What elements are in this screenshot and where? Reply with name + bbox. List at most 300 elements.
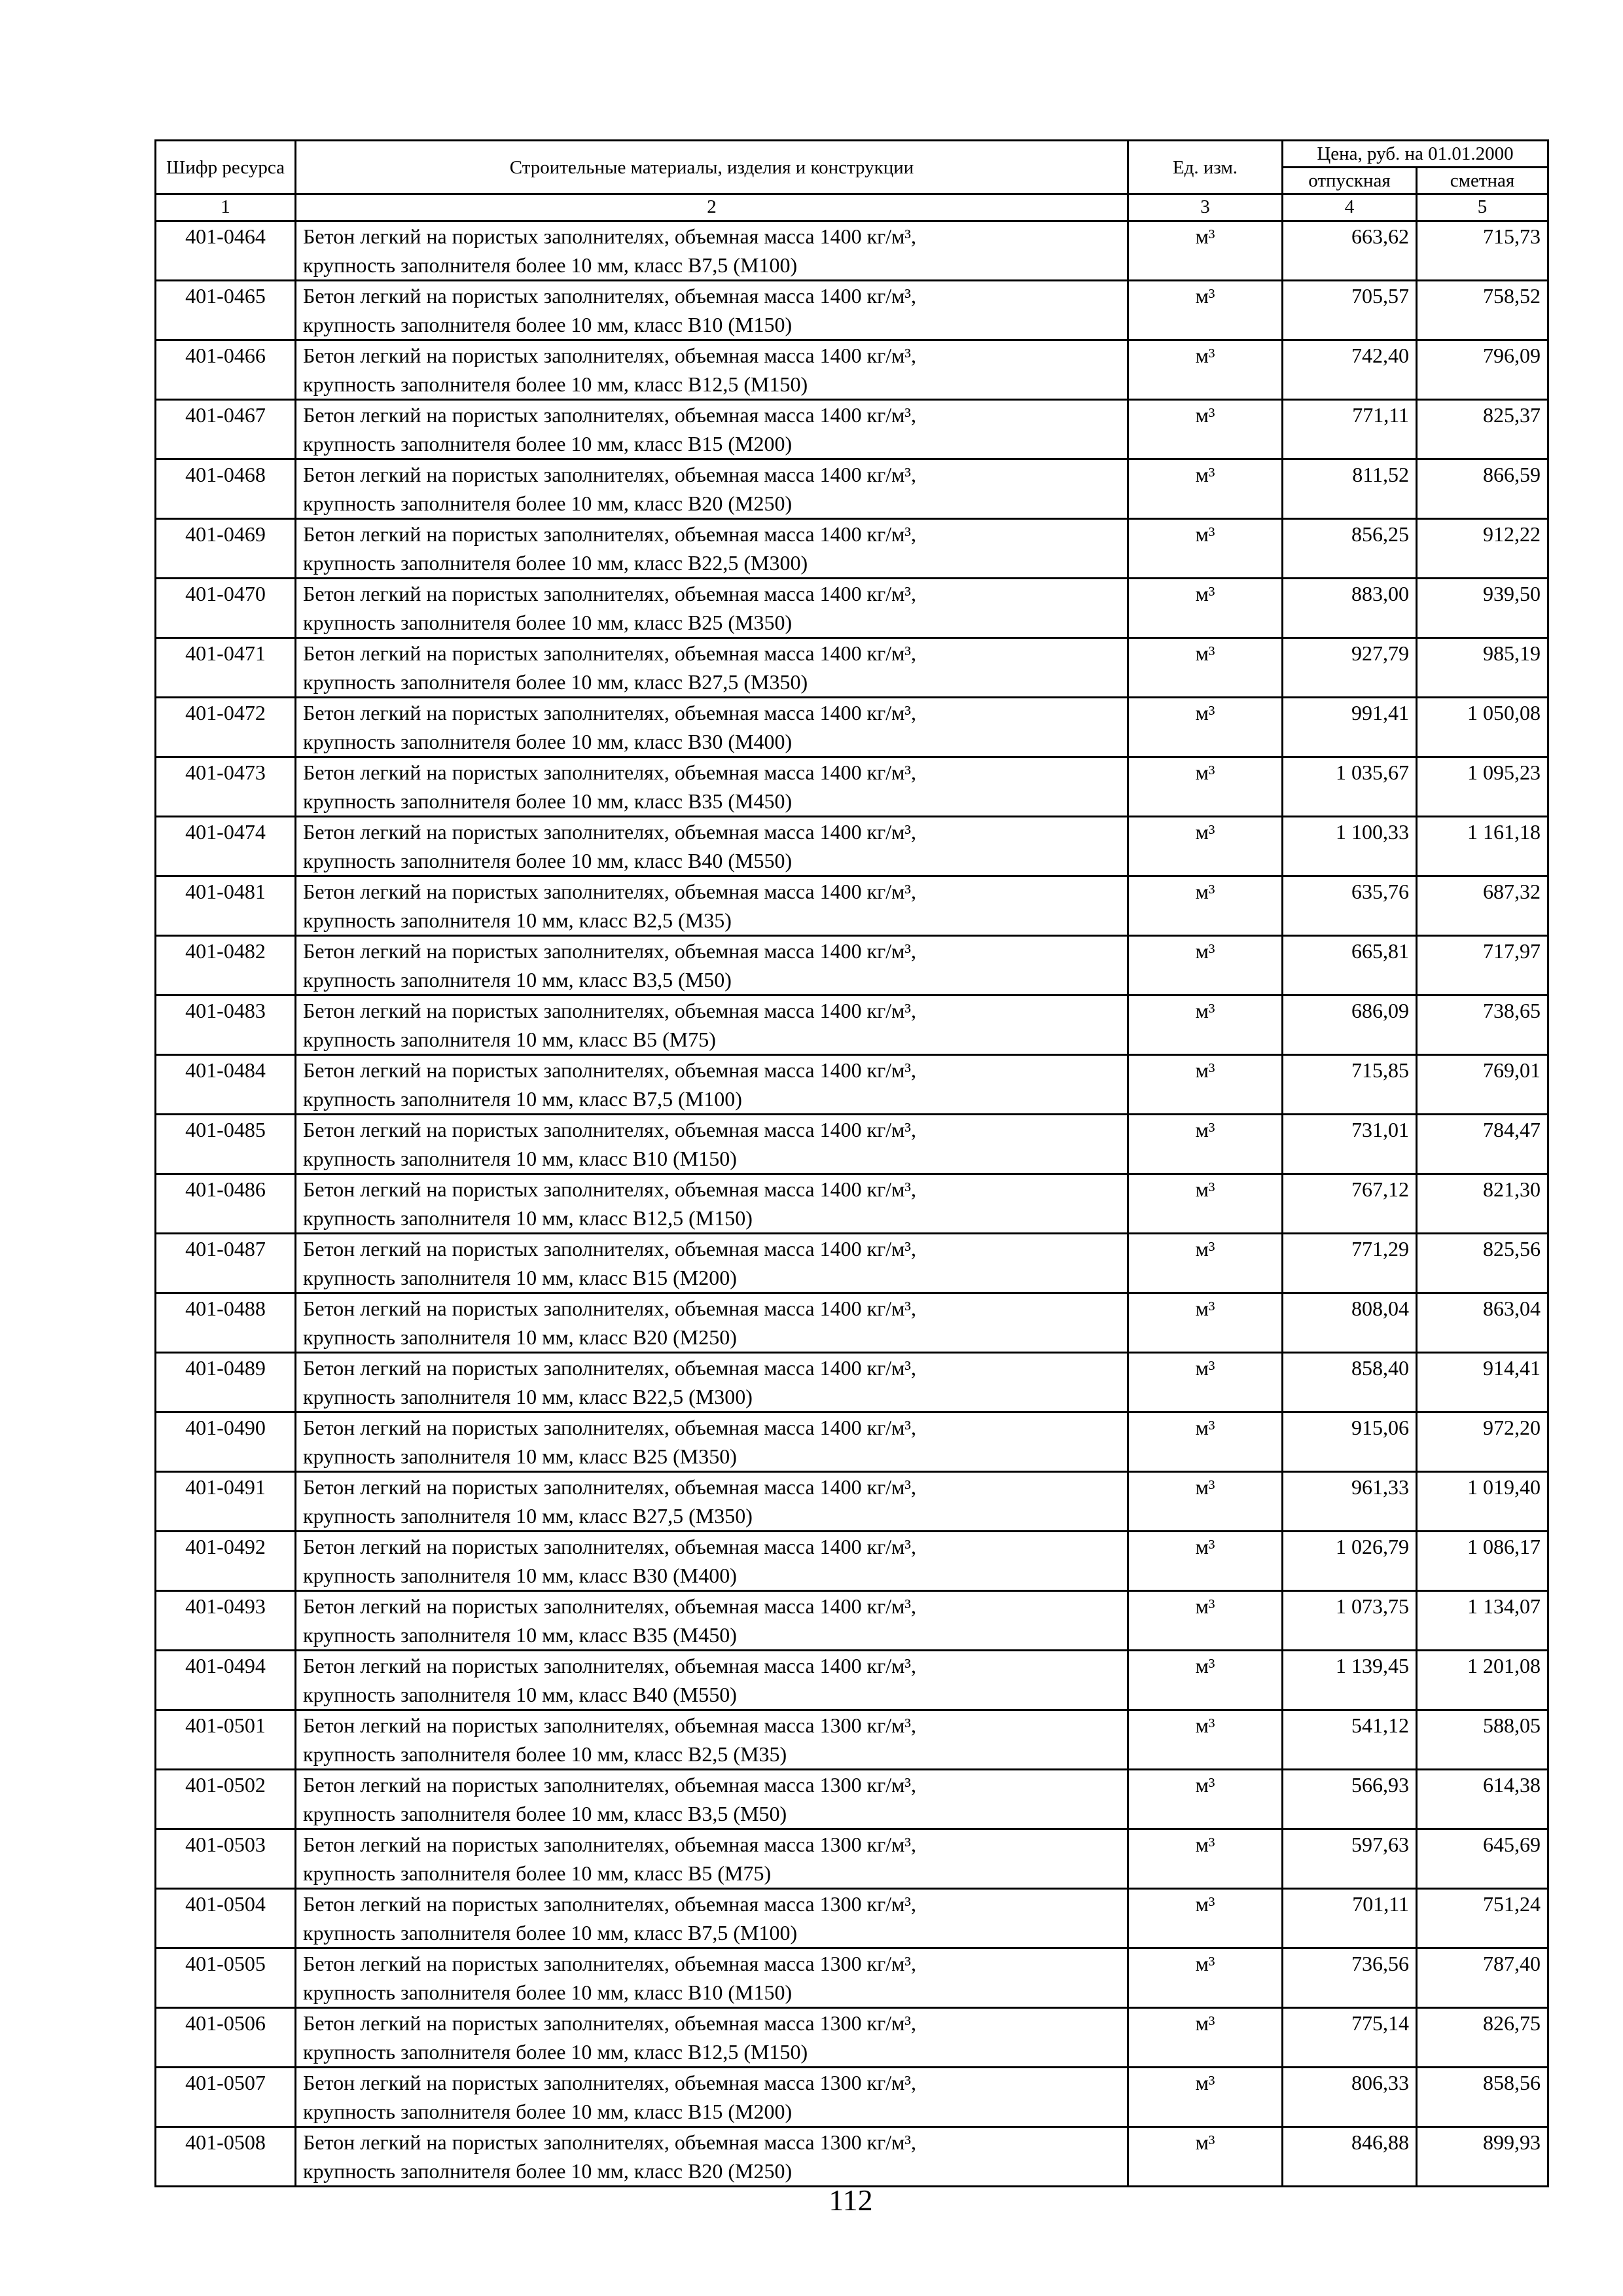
- unit: [1128, 1115, 1283, 1174]
- unit: [1128, 1889, 1283, 1948]
- unit: [1128, 400, 1283, 459]
- price-release-text: 1 026,79: [1336, 1535, 1409, 1558]
- resource-code-text: 401-0501: [185, 1713, 266, 1737]
- price-estimate-text: 796,09: [1483, 344, 1541, 367]
- description-line-1: Бетон легкий на пористых заполнителях, объемная масса 1400 кг/м³,: [303, 463, 917, 486]
- resource-code-text: 401-0484: [185, 1058, 266, 1082]
- price-estimate: [1417, 1770, 1548, 1829]
- price-release-text: 665,81: [1351, 939, 1409, 963]
- description-line-1: Бетон легкий на пористых заполнителях, объемная масса 1400 кг/м³,: [303, 1535, 917, 1558]
- description-line-1: Бетон легкий на пористых заполнителях, объемная масса 1300 кг/м³,: [303, 1833, 917, 1856]
- material-description: [296, 519, 1128, 579]
- resource-code: [156, 2068, 296, 2127]
- description-line-1: Бетон легкий на пористых заполнителях, объемная масса 1400 кг/м³,: [303, 1654, 917, 1677]
- price-estimate-text: 914,41: [1483, 1356, 1541, 1380]
- price-release-text: 846,88: [1351, 2130, 1409, 2154]
- description-line-1: Бетон легкий на пористых заполнителях, объемная масса 1400 кг/м³,: [303, 880, 917, 903]
- price-estimate: [1417, 459, 1548, 519]
- column-number: 3: [1128, 194, 1283, 221]
- price-estimate: [1417, 936, 1548, 996]
- price-release-text: 701,11: [1352, 1892, 1409, 1916]
- table-row: [156, 996, 1548, 1055]
- description-line-2: крупность заполнителя 10 мм, класс В2,5 (М35): [303, 908, 732, 932]
- table-row: [156, 876, 1548, 936]
- resource-code-text: 401-0470: [185, 582, 266, 605]
- unit-text: м³: [1195, 1535, 1215, 1558]
- table-row: [156, 2127, 1548, 2187]
- price-release-text: 915,06: [1351, 1416, 1409, 1439]
- resource-code: [156, 1710, 296, 1770]
- resource-code-text: 401-0486: [185, 1177, 266, 1201]
- resource-code: [156, 996, 296, 1055]
- material-description: [296, 638, 1128, 698]
- table-row: [156, 817, 1548, 876]
- table-row: [156, 1829, 1548, 1889]
- header-unit: Ед. изм.: [1128, 141, 1283, 194]
- description-line-1: Бетон легкий на пористых заполнителях, объемная масса 1400 кг/м³,: [303, 1237, 917, 1261]
- resource-code-text: 401-0493: [185, 1594, 266, 1618]
- resource-code-text: 401-0503: [185, 1833, 266, 1856]
- price-release: [1283, 1234, 1417, 1293]
- unit: [1128, 698, 1283, 757]
- price-release-text: 686,09: [1351, 999, 1409, 1022]
- unit-text: м³: [1195, 761, 1215, 784]
- price-estimate: [1417, 638, 1548, 698]
- table-row: [156, 1591, 1548, 1651]
- unit-text: м³: [1195, 2011, 1215, 2035]
- column-number: 5: [1417, 194, 1548, 221]
- material-description: [296, 2068, 1128, 2127]
- price-estimate-text: 899,93: [1483, 2130, 1541, 2154]
- resource-code-text: 401-0492: [185, 1535, 266, 1558]
- description-line-1: Бетон легкий на пористых заполнителях, объемная масса 1400 кг/м³,: [303, 1416, 917, 1439]
- column-number: 2: [296, 194, 1128, 221]
- table-row: [156, 519, 1548, 579]
- price-release: [1283, 996, 1417, 1055]
- price-release: [1283, 221, 1417, 281]
- resource-code-text: 401-0487: [185, 1237, 266, 1261]
- material-description: [296, 1353, 1128, 1412]
- price-release: [1283, 400, 1417, 459]
- price-release: [1283, 698, 1417, 757]
- table-row: [156, 1710, 1548, 1770]
- table-row: [156, 638, 1548, 698]
- unit: [1128, 1651, 1283, 1710]
- table-row: [156, 1770, 1548, 1829]
- unit-text: м³: [1195, 582, 1215, 605]
- resource-code: [156, 1055, 296, 1115]
- price-estimate-text: 784,47: [1483, 1118, 1541, 1141]
- price-estimate: [1417, 1591, 1548, 1651]
- price-release-text: 771,11: [1352, 403, 1409, 427]
- description-line-2: крупность заполнителя более 10 мм, класс В10 (М150): [303, 313, 793, 336]
- unit-text: м³: [1195, 284, 1215, 308]
- description-line-1: Бетон легкий на пористых заполнителях, объемная масса 1400 кг/м³,: [303, 1118, 917, 1141]
- price-estimate: [1417, 1889, 1548, 1948]
- resource-code-text: 401-0469: [185, 522, 266, 546]
- table-row: [156, 1889, 1548, 1948]
- price-release: [1283, 1293, 1417, 1353]
- description-line-2: крупность заполнителя более 10 мм, класс В20 (М250): [303, 492, 793, 515]
- table-row: [156, 1472, 1548, 1532]
- resource-code-text: 401-0481: [185, 880, 266, 903]
- material-description: [296, 1115, 1128, 1174]
- price-release-text: 597,63: [1351, 1833, 1409, 1856]
- price-estimate-text: 1 019,40: [1467, 1475, 1541, 1499]
- description-line-1: Бетон легкий на пористых заполнителях, объемная масса 1400 кг/м³,: [303, 1297, 917, 1320]
- material-description: [296, 281, 1128, 340]
- resource-code: [156, 2008, 296, 2068]
- unit: [1128, 876, 1283, 936]
- unit: [1128, 1174, 1283, 1234]
- price-release-text: 767,12: [1351, 1177, 1409, 1201]
- price-release: [1283, 817, 1417, 876]
- material-description: [296, 876, 1128, 936]
- price-estimate-text: 939,50: [1483, 582, 1541, 605]
- price-estimate: [1417, 757, 1548, 817]
- price-estimate-text: 985,19: [1483, 641, 1541, 665]
- description-line-2: крупность заполнителя более 10 мм, класс В7,5 (М100): [303, 253, 798, 277]
- table-row: [156, 757, 1548, 817]
- unit: [1128, 1710, 1283, 1770]
- unit: [1128, 1948, 1283, 2008]
- description-line-2: крупность заполнителя 10 мм, класс В35 (М450): [303, 1623, 737, 1647]
- header-name: Строительные материалы, изделия и конструкции: [296, 141, 1128, 194]
- description-line-1: Бетон легкий на пористых заполнителях, объемная масса 1300 кг/м³,: [303, 2130, 917, 2154]
- price-estimate-text: 715,73: [1483, 224, 1541, 248]
- description-line-2: крупность заполнителя 10 мм, класс В20 (М250): [303, 1325, 737, 1349]
- price-estimate: [1417, 996, 1548, 1055]
- unit-text: м³: [1195, 701, 1215, 725]
- table-row: [156, 221, 1548, 281]
- unit: [1128, 638, 1283, 698]
- price-estimate-text: 825,37: [1483, 403, 1541, 427]
- resource-code-text: 401-0466: [185, 344, 266, 367]
- unit-text: м³: [1195, 1356, 1215, 1380]
- price-release-text: 663,62: [1351, 224, 1409, 248]
- resource-code-text: 401-0507: [185, 2071, 266, 2094]
- description-line-2: крупность заполнителя более 10 мм, класс В12,5 (М150): [303, 2040, 808, 2064]
- resource-code: [156, 2127, 296, 2187]
- price-release-text: 775,14: [1351, 2011, 1409, 2035]
- unit: [1128, 340, 1283, 400]
- column-number: 4: [1283, 194, 1417, 221]
- material-description: [296, 757, 1128, 817]
- price-estimate: [1417, 2068, 1548, 2127]
- price-estimate-text: 687,32: [1483, 880, 1541, 903]
- price-release: [1283, 2127, 1417, 2187]
- resource-code-text: 401-0494: [185, 1654, 266, 1677]
- table-row: [156, 1412, 1548, 1472]
- material-description: [296, 1591, 1128, 1651]
- price-estimate-text: 614,38: [1483, 1773, 1541, 1797]
- resource-code: [156, 400, 296, 459]
- description-line-1: Бетон легкий на пористых заполнителях, объемная масса 1400 кг/м³,: [303, 284, 917, 308]
- description-line-1: Бетон легкий на пористых заполнителях, объемная масса 1400 кг/м³,: [303, 522, 917, 546]
- price-estimate-text: 738,65: [1483, 999, 1541, 1022]
- resource-code-text: 401-0473: [185, 761, 266, 784]
- table-row: [156, 1948, 1548, 2008]
- resource-code: [156, 936, 296, 996]
- description-line-1: Бетон легкий на пористых заполнителях, объемная масса 1400 кг/м³,: [303, 761, 917, 784]
- price-release: [1283, 1532, 1417, 1591]
- description-line-2: крупность заполнителя более 10 мм, класс В27,5 (М350): [303, 670, 808, 694]
- resource-code-text: 401-0506: [185, 2011, 266, 2035]
- material-description: [296, 1770, 1128, 1829]
- page-number: 112: [829, 2183, 873, 2217]
- price-estimate-text: 1 086,17: [1467, 1535, 1541, 1558]
- resource-code-text: 401-0489: [185, 1356, 266, 1380]
- material-description: [296, 1948, 1128, 2008]
- material-description: [296, 1472, 1128, 1532]
- price-estimate-text: 1 050,08: [1467, 701, 1541, 725]
- material-description: [296, 579, 1128, 638]
- price-release-text: 742,40: [1351, 344, 1409, 367]
- description-line-2: крупность заполнителя более 10 мм, класс В10 (М150): [303, 1981, 793, 2004]
- unit: [1128, 996, 1283, 1055]
- unit: [1128, 519, 1283, 579]
- resource-code-text: 401-0505: [185, 1952, 266, 1975]
- unit-text: м³: [1195, 1237, 1215, 1261]
- resource-code-text: 401-0483: [185, 999, 266, 1022]
- unit-text: м³: [1195, 820, 1215, 844]
- resource-code: [156, 221, 296, 281]
- description-line-2: крупность заполнителя более 10 мм, класс В2,5 (М35): [303, 1742, 787, 1766]
- material-description: [296, 1055, 1128, 1115]
- price-release: [1283, 340, 1417, 400]
- price-release-text: 566,93: [1351, 1773, 1409, 1797]
- resource-code: [156, 1770, 296, 1829]
- unit-text: м³: [1195, 2071, 1215, 2094]
- price-estimate: [1417, 1948, 1548, 2008]
- resource-code: [156, 817, 296, 876]
- unit-text: м³: [1195, 1177, 1215, 1201]
- price-release: [1283, 1770, 1417, 1829]
- material-description: [296, 1293, 1128, 1353]
- resource-code-text: 401-0508: [185, 2130, 266, 2154]
- price-release: [1283, 579, 1417, 638]
- price-estimate-text: 825,56: [1483, 1237, 1541, 1261]
- unit-text: м³: [1195, 1892, 1215, 1916]
- price-estimate-text: 858,56: [1483, 2071, 1541, 2094]
- unit: [1128, 1293, 1283, 1353]
- resource-code: [156, 1293, 296, 1353]
- column-number: 1: [156, 194, 296, 221]
- material-description: [296, 936, 1128, 996]
- price-estimate-text: 645,69: [1483, 1833, 1541, 1856]
- resource-code: [156, 1174, 296, 1234]
- unit-text: м³: [1195, 999, 1215, 1022]
- price-estimate-text: 866,59: [1483, 463, 1541, 486]
- price-estimate: [1417, 519, 1548, 579]
- resource-code: [156, 1889, 296, 1948]
- unit-text: м³: [1195, 1118, 1215, 1141]
- table-row: [156, 579, 1548, 638]
- price-release-text: 1 035,67: [1336, 761, 1409, 784]
- price-release-text: 705,57: [1351, 284, 1409, 308]
- unit-text: м³: [1195, 1773, 1215, 1797]
- price-estimate-text: 1 134,07: [1467, 1594, 1541, 1618]
- unit-text: м³: [1195, 1594, 1215, 1618]
- price-release: [1283, 876, 1417, 936]
- description-line-2: крупность заполнителя 10 мм, класс В15 (М200): [303, 1266, 737, 1289]
- price-estimate: [1417, 579, 1548, 638]
- material-description: [296, 1174, 1128, 1234]
- resource-code: [156, 1472, 296, 1532]
- description-line-2: крупность заполнителя 10 мм, класс В5 (М75): [303, 1028, 716, 1051]
- price-release: [1283, 2008, 1417, 2068]
- description-line-1: Бетон легкий на пористых заполнителях, объемная масса 1400 кг/м³,: [303, 999, 917, 1022]
- material-description: [296, 996, 1128, 1055]
- resource-code: [156, 519, 296, 579]
- unit: [1128, 757, 1283, 817]
- price-release-text: 715,85: [1351, 1058, 1409, 1082]
- unit-text: м³: [1195, 939, 1215, 963]
- price-estimate-text: 751,24: [1483, 1892, 1541, 1916]
- header-price-estimate: сметная: [1417, 168, 1548, 194]
- table-row: [156, 1293, 1548, 1353]
- unit: [1128, 579, 1283, 638]
- price-estimate: [1417, 1412, 1548, 1472]
- unit-text: м³: [1195, 1416, 1215, 1439]
- description-line-1: Бетон легкий на пористых заполнителях, объемная масса 1400 кг/м³,: [303, 1356, 917, 1380]
- price-release-text: 635,76: [1351, 880, 1409, 903]
- price-release: [1283, 1948, 1417, 2008]
- price-estimate: [1417, 1174, 1548, 1234]
- price-release: [1283, 1174, 1417, 1234]
- description-line-2: крупность заполнителя более 10 мм, класс В40 (М550): [303, 849, 793, 872]
- resource-code-text: 401-0488: [185, 1297, 266, 1320]
- price-release: [1283, 936, 1417, 996]
- price-estimate: [1417, 1651, 1548, 1710]
- table-row: [156, 340, 1548, 400]
- resource-code: [156, 340, 296, 400]
- resource-code: [156, 1353, 296, 1412]
- price-release-text: 961,33: [1351, 1475, 1409, 1499]
- resource-code: [156, 1532, 296, 1591]
- price-estimate-text: 717,97: [1483, 939, 1541, 963]
- price-estimate-text: 863,04: [1483, 1297, 1541, 1320]
- table-row: [156, 1115, 1548, 1174]
- price-estimate-text: 787,40: [1483, 1952, 1541, 1975]
- price-release-text: 731,01: [1351, 1118, 1409, 1141]
- resource-code-text: 401-0504: [185, 1892, 266, 1916]
- unit-text: м³: [1195, 1058, 1215, 1082]
- price-estimate-text: 826,75: [1483, 2011, 1541, 2035]
- unit: [1128, 1353, 1283, 1412]
- resource-code: [156, 1234, 296, 1293]
- description-line-2: крупность заполнителя более 10 мм, класс В12,5 (М150): [303, 372, 808, 396]
- resource-code: [156, 579, 296, 638]
- unit: [1128, 2127, 1283, 2187]
- resource-code-text: 401-0472: [185, 701, 266, 725]
- description-line-2: крупность заполнителя более 10 мм, класс В35 (М450): [303, 789, 793, 813]
- price-estimate-text: 1 201,08: [1467, 1654, 1541, 1677]
- resource-code: [156, 638, 296, 698]
- unit: [1128, 817, 1283, 876]
- description-line-1: Бетон легкий на пористых заполнителях, объемная масса 1400 кг/м³,: [303, 1177, 917, 1201]
- table-row: [156, 936, 1548, 996]
- unit-text: м³: [1195, 1833, 1215, 1856]
- price-release-text: 1 139,45: [1336, 1654, 1409, 1677]
- table-row: [156, 1651, 1548, 1710]
- description-line-2: крупность заполнителя более 10 мм, класс В22,5 (М300): [303, 551, 808, 575]
- unit: [1128, 2068, 1283, 2127]
- material-description: [296, 459, 1128, 519]
- price-estimate-text: 1 095,23: [1467, 761, 1541, 784]
- resource-code-text: 401-0467: [185, 403, 266, 427]
- description-line-2: крупность заполнителя 10 мм, класс В10 (М150): [303, 1147, 737, 1170]
- description-line-2: крупность заполнителя более 10 мм, класс В15 (М200): [303, 2100, 793, 2123]
- table-row: [156, 1234, 1548, 1293]
- resource-code: [156, 1829, 296, 1889]
- description-line-1: Бетон легкий на пористых заполнителях, объемная масса 1400 кг/м³,: [303, 1058, 917, 1082]
- price-release-text: 811,52: [1352, 463, 1409, 486]
- unit-text: м³: [1195, 1952, 1215, 1975]
- description-line-2: крупность заполнителя 10 мм, класс В30 (М400): [303, 1564, 737, 1587]
- material-description: [296, 2008, 1128, 2068]
- description-line-2: крупность заполнителя более 10 мм, класс В30 (М400): [303, 730, 793, 753]
- price-release-text: 991,41: [1351, 701, 1409, 725]
- price-release-text: 1 073,75: [1336, 1594, 1409, 1618]
- resource-code-text: 401-0491: [185, 1475, 266, 1499]
- material-description: [296, 400, 1128, 459]
- description-line-2: крупность заполнителя 10 мм, класс В12,5 (М150): [303, 1206, 753, 1230]
- resource-code: [156, 459, 296, 519]
- unit-text: м³: [1195, 880, 1215, 903]
- price-estimate: [1417, 1293, 1548, 1353]
- unit: [1128, 1829, 1283, 1889]
- table-row: [156, 1353, 1548, 1412]
- unit: [1128, 281, 1283, 340]
- price-estimate: [1417, 340, 1548, 400]
- material-description: [296, 1532, 1128, 1591]
- price-release-text: 883,00: [1351, 582, 1409, 605]
- price-release: [1283, 1710, 1417, 1770]
- description-line-1: Бетон легкий на пористых заполнителях, объемная масса 1400 кг/м³,: [303, 344, 917, 367]
- resource-code: [156, 698, 296, 757]
- description-line-2: крупность заполнителя более 10 мм, класс В7,5 (М100): [303, 1921, 798, 1945]
- price-release-text: 771,29: [1351, 1237, 1409, 1261]
- unit-text: м³: [1195, 463, 1215, 486]
- description-line-1: Бетон легкий на пористых заполнителях, объемная масса 1300 кг/м³,: [303, 2011, 917, 2035]
- description-line-2: крупность заполнителя 10 мм, класс В25 (М350): [303, 1444, 737, 1468]
- material-description: [296, 698, 1128, 757]
- description-line-2: крупность заполнителя 10 мм, класс В27,5 (М350): [303, 1504, 753, 1528]
- description-line-2: крупность заполнителя 10 мм, класс В3,5 (М50): [303, 968, 732, 992]
- resource-code-text: 401-0485: [185, 1118, 266, 1141]
- unit: [1128, 2008, 1283, 2068]
- description-line-1: Бетон легкий на пористых заполнителях, объемная масса 1400 кг/м³,: [303, 1594, 917, 1618]
- price-release: [1283, 1829, 1417, 1889]
- price-release-text: 541,12: [1351, 1713, 1409, 1737]
- table-row: [156, 400, 1548, 459]
- description-line-1: Бетон легкий на пористых заполнителях, объемная масса 1300 кг/м³,: [303, 1952, 917, 1975]
- price-estimate: [1417, 2008, 1548, 2068]
- description-line-1: Бетон легкий на пористых заполнителях, объемная масса 1400 кг/м³,: [303, 820, 917, 844]
- price-release: [1283, 1591, 1417, 1651]
- price-estimate: [1417, 1532, 1548, 1591]
- price-release: [1283, 1353, 1417, 1412]
- description-line-2: крупность заполнителя более 10 мм, класс В25 (М350): [303, 611, 793, 634]
- price-estimate: [1417, 1472, 1548, 1532]
- price-estimate: [1417, 1829, 1548, 1889]
- description-line-1: Бетон легкий на пористых заполнителях, объемная масса 1400 кг/м³,: [303, 939, 917, 963]
- price-release-text: 806,33: [1351, 2071, 1409, 2094]
- resource-code-text: 401-0502: [185, 1773, 266, 1797]
- table-row: [156, 281, 1548, 340]
- unit-text: м³: [1195, 1713, 1215, 1737]
